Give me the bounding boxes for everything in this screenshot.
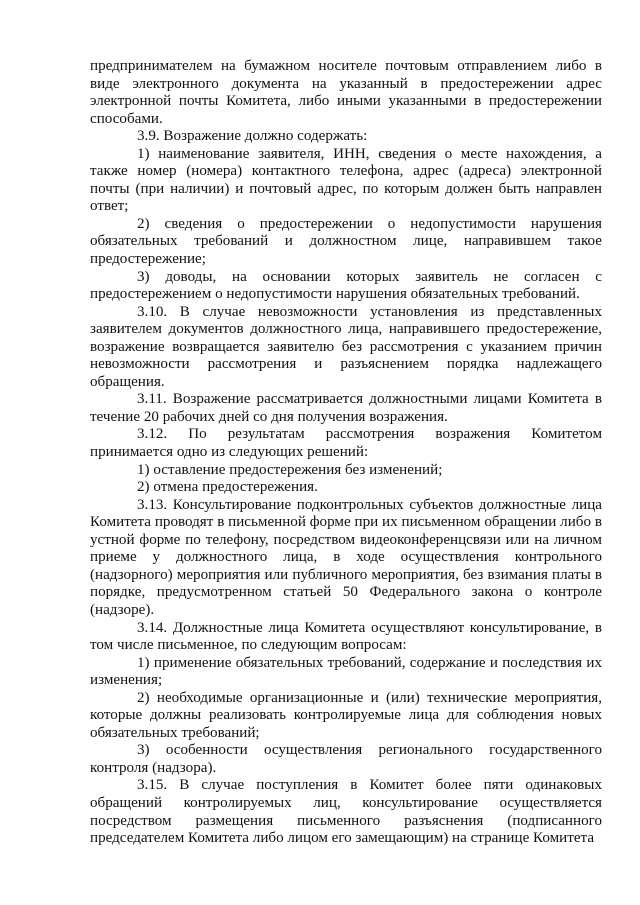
list-item-3-14-1: 1) применение обязательных требований, содержание и последствия их изменения; [90,654,602,689]
paragraph-3-14: 3.14. Должностные лица Комитета осуществляют консультирование, в том числе письменное, по следующим вопросам: [90,619,602,654]
document-page [90,58,602,848]
paragraph-3-15: 3.15. В случае поступления в Комитет более пяти одинаковых обращений контролируемых лиц, консультирование осуществляется посредством размещения письменного разъяснения (подписанного председателем Комитета либо лицом его замещающим) на странице Комитета [90,777,602,847]
paragraph-3-12: 3.12. По результатам рассмотрения возражения Комитетом принимается одно из следующих решений: [90,426,602,461]
list-item-3-9-1: 1) наименование заявителя, ИНН, сведения о месте нахождения, а также номер (номера) контактного телефона, адрес (адреса) электронной почты (при наличии) и почтовый адрес, по которым должен быть направлен ответ; [90,145,602,215]
paragraph-3-13: 3.13. Консультирование подконтрольных субъектов должностные лица Комитета проводят в письменной форме при их письменном обращении либо в устной форме по телефону, посредством видеоконференцсвязи или на личном приеме у должностного лица, в ходе осуществления контрольного (надзорного) мероприятия или публичного мероприятия, без взимания платы в порядке, предусмотренном статьей 50 Федерального закона о контроле (надзоре). [90,496,602,618]
list-item-3-12-1: 1) оставление предостережения без изменений; [137,461,443,478]
paragraph-continuation: предпринимателем на бумажном носителе почтовым отправлением либо в виде электронного документа на указанный в предостережении адрес электронной почты Комитета, либо иными указанными в предостережении способами. [90,58,602,127]
list-item-3-9-2: 2) сведения о предостережении о недопустимости нарушения обязательных требований и должностном лице, направившем такое предостережение; [90,215,602,268]
paragraph-3-11: 3.11. Возражение рассматривается должностными лицами Комитета в течение 20 рабочих дней со дня получения возражения. [90,391,602,425]
list-item-3-14-2: 2) необходимые организационные и (или) технические мероприятия, которые должны реализовать контролируемые лица для соблюдения новых обязательных требований; [90,689,602,741]
paragraph-3-10: 3.10. В случае невозможности установления из представленных заявителем документов должностного лица, направившего предостережение, возражение возвращается заявителю без рассмотрения с указанием причин невозможности рассмотрения и разъяснением порядка надлежащего обращения. [90,303,602,390]
paragraph-3-9: 3.9. Возражение должно содержать: [137,128,368,145]
list-item-3-14-3: 3) особенности осуществления регионального государственного контроля (надзора). [90,742,602,776]
list-item-3-12-2: 2) отмена предостережения. [137,479,318,496]
list-item-3-9-3: 3) доводы, на основании которых заявитель не согласен с предостережением о недопустимости нарушения обязательных требований. [90,268,602,303]
